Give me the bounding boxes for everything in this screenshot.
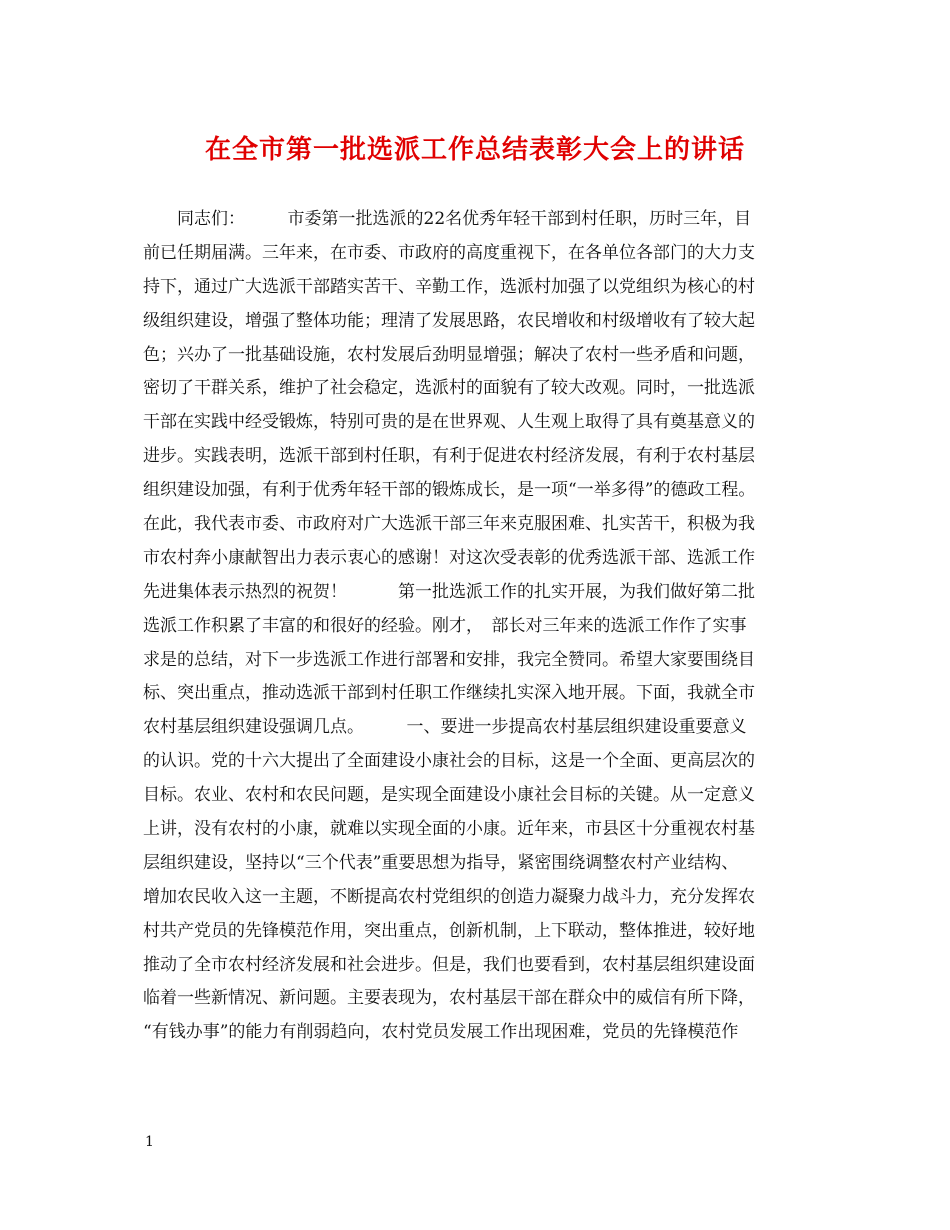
body-line: 持下，通过广大选派干部踏实苦干、辛勤工作，选派村加强了以党组织为核心的村 bbox=[143, 276, 755, 297]
body-line: 上讲，没有农村的小康，就难以实现全面的小康。近年来，市县区十分重视农村基 bbox=[143, 819, 755, 840]
body-line: “有钱办事”的能力有削弱趋向，农村党员发展工作出现困难，党员的先锋模范作 bbox=[143, 1022, 739, 1043]
body-line: 目标。农业、农村和农民问题，是实现全面建设小康社会目标的关键。从一定意义 bbox=[143, 785, 755, 806]
body-line: 选派工作积累了丰富的和很好的经验。刚才， 部长对三年来的选派工作作了实事 bbox=[143, 615, 747, 636]
body-line: 增加农民收入这一主题，不断提高农村党组织的创造力凝聚力战斗力，充分发挥农 bbox=[143, 886, 755, 907]
body-line: 推动了全市农村经济发展和社会进步。但是，我们也要看到，农村基层组织建设面 bbox=[143, 954, 755, 975]
body-line: 前已任期届满。三年来，在市委、市政府的高度重视下，在各单位各部门的大力支 bbox=[143, 242, 755, 263]
document-title: 在全市第一批选派工作总结表彰大会上的讲话 bbox=[204, 135, 745, 165]
body-line: 先进集体表示热烈的祝贺！ 第一批选派工作的扎实开展，为我们做好第二批 bbox=[143, 581, 755, 602]
body-line: 级组织建设，增强了整体功能；理清了发展思路，农民增收和村级增收有了较大起 bbox=[143, 310, 755, 331]
body-line: 求是的总结，对下一步选派工作进行部署和安排，我完全赞同。希望大家要围绕目 bbox=[143, 649, 755, 670]
body-line: 组织建设加强，有利于优秀年轻干部的锻炼成长，是一项“一举多得”的德政工程。 bbox=[143, 480, 756, 501]
body-line: 农村基层组织建设强调几点。 一、要进一步提高农村基层组织建设重要意义 bbox=[143, 717, 747, 738]
body-line: 的认识。党的十六大提出了全面建设小康社会的目标，这是一个全面、更高层次的 bbox=[143, 751, 755, 772]
body-line: 层组织建设，坚持以“三个代表”重要思想为指导，紧密围绕调整农村产业结构、 bbox=[143, 852, 739, 873]
body-line: 同志们： 市委第一批选派的22名优秀年轻干部到村任职，历时三年，目 bbox=[143, 209, 752, 229]
body-line: 密切了干群关系，维护了社会稳定，选派村的面貌有了较大改观。同时，一批选派 bbox=[143, 378, 755, 399]
body-line: 标、突出重点，推动选派干部到村任职工作继续扎实深入地开展。下面，我就全市 bbox=[143, 683, 755, 704]
body-line: 村共产党员的先锋模范作用，突出重点，创新机制，上下联动，整体推进，较好地 bbox=[143, 920, 755, 941]
body-line: 在此，我代表市委、市政府对广大选派干部三年来克服困难、扎实苦干，积极为我 bbox=[143, 514, 755, 535]
body-line: 干部在实践中经受锻炼，特别可贵的是在世界观、人生观上取得了具有奠基意义的 bbox=[143, 412, 755, 433]
page-number: 1 bbox=[145, 1134, 154, 1150]
body-line: 色；兴办了一批基础设施，农村发展后劲明显增强；解决了农村一些矛盾和问题， bbox=[143, 344, 755, 365]
body-line: 临着一些新情况、新问题。主要表现为，农村基层干部在群众中的威信有所下降， bbox=[143, 988, 755, 1009]
document-body bbox=[143, 203, 823, 1050]
body-line: 市农村奔小康献智出力表示衷心的感谢！对这次受表彰的优秀选派干部、选派工作 bbox=[143, 547, 755, 568]
body-line: 进步。实践表明，选派干部到村任职，有利于促进农村经济发展，有利于农村基层 bbox=[143, 446, 755, 467]
